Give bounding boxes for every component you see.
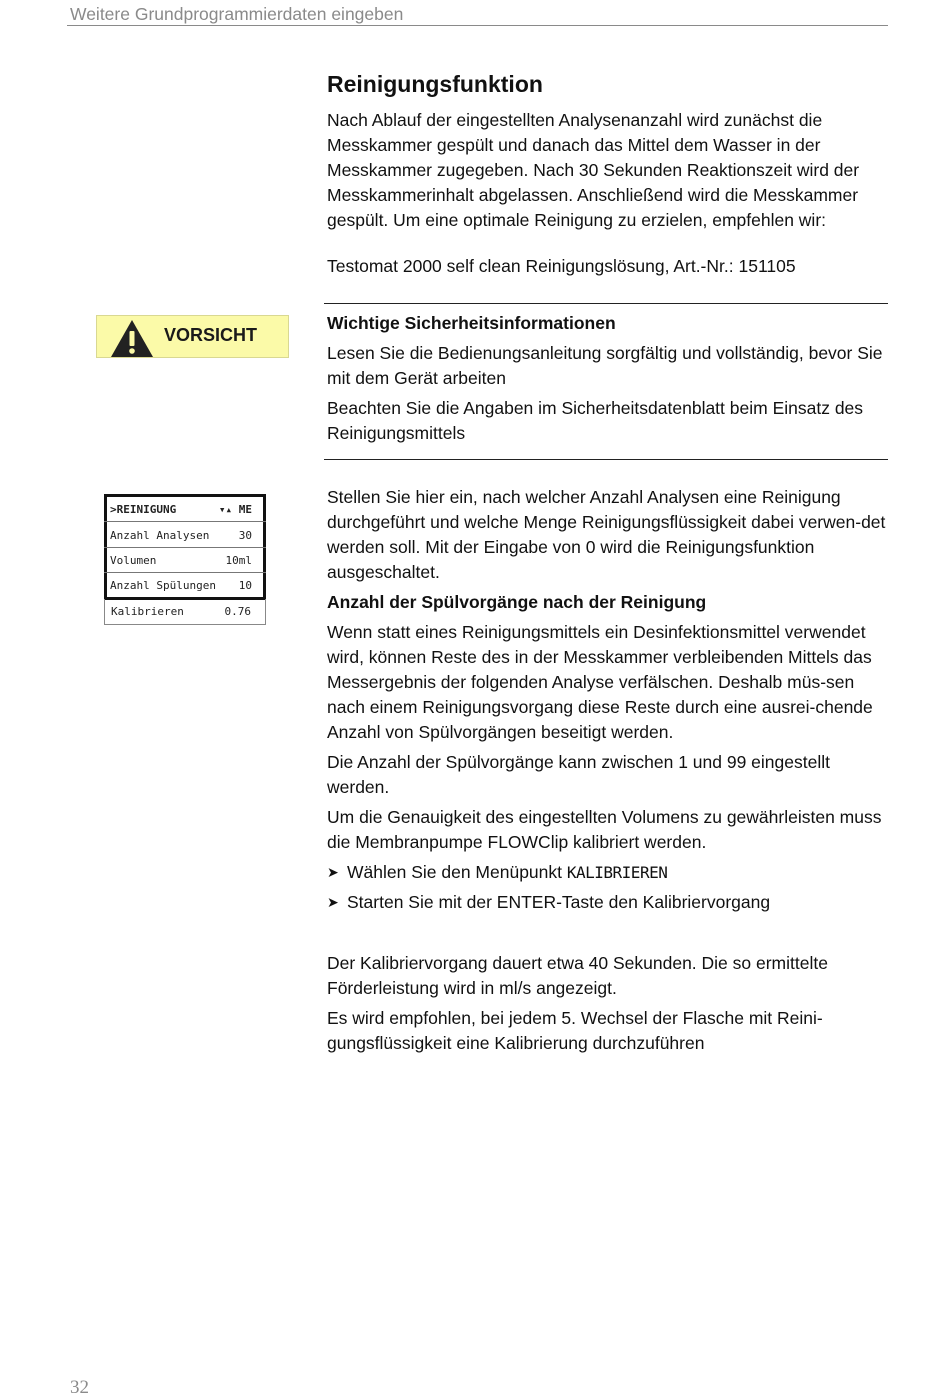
- bullet-1-text: Wählen Sie den Menüpunkt: [347, 862, 567, 882]
- header-rule: [67, 25, 888, 26]
- body-paragraph-3: Die Anzahl der Spülvorgänge kann zwischen 1 und 99 eingestellt werden.: [327, 752, 830, 797]
- warning-label: VORSICHT: [164, 325, 258, 345]
- lcd-display: [104, 494, 266, 625]
- body-subheading: Anzahl der Spülvorgänge nach der Reinigung: [327, 592, 707, 612]
- lcd-row: [104, 523, 266, 548]
- lcd-row-value: 30: [238, 528, 252, 542]
- lcd-row-value: 10ml: [225, 553, 252, 567]
- lcd-row: [104, 573, 266, 598]
- lcd-row-label: Volumen: [110, 553, 157, 567]
- body-block: [327, 485, 889, 1056]
- lcd-row-label: Anzahl Spülungen: [110, 579, 216, 592]
- warning-top-rule: [324, 303, 888, 304]
- lcd-row-value: 0.76: [224, 605, 251, 618]
- body-paragraph-1: Stellen Sie hier ein, nach welcher Anzahl Analysen eine Reinigung durchgeführt und welche Menge Reinigungsflüssigkeit dabei verwen-det werden soll. Mit der Eingabe von 0 wird die Reinigungsfunktion ausgeschaltet.: [327, 487, 886, 582]
- body-paragraph-6: Es wird empfohlen, bei jedem 5. Wechsel der Flasche mit Reini-gungsflüssigkeit eine Kalibrierung durchzuführen: [327, 1008, 823, 1053]
- lcd-row-label: Kalibrieren: [111, 605, 184, 618]
- bullet-item-2: [327, 890, 889, 915]
- warning-text-block: [327, 311, 889, 446]
- bullet-1-menu: KALIBRIEREN: [566, 863, 668, 882]
- body-paragraph-4: Um die Genauigkeit des eingestellten Volumens zu gewährleisten muss die Membranpumpe FLOWClip kalibriert werden.: [327, 807, 882, 852]
- intro-block: [327, 108, 889, 279]
- arrow-bullet-icon: ➤: [327, 864, 339, 880]
- warning-text-1: Lesen Sie die Bedienungsanleitung sorgfältig und vollständig, bevor Sie mit dem Gerät arbeiten: [327, 343, 883, 388]
- intro-paragraph: Nach Ablauf der eingestellten Analysenanzahl wird zunächst die Messkammer gespült und danach das Mittel dem Wasser in der Messkammer zugegeben. Nach 30 Sekunden Reaktionszeit wird der Messkammerinhalt abgelassen. Anschließend wird die Messkammer gespült. Um eine optimale Reinigung zu erzielen, empfehlen wir:: [327, 110, 860, 230]
- lcd-header-row: [104, 497, 266, 522]
- lcd-header-label: >REINIGUNG: [110, 502, 177, 516]
- warning-badge: [96, 315, 289, 358]
- warning-triangle-icon: [109, 318, 155, 358]
- lcd-row: [104, 599, 266, 625]
- lcd-row: [104, 548, 266, 573]
- header-title: Weitere Grundprogrammierdaten eingeben: [70, 4, 404, 24]
- lcd-row-value: 10: [238, 579, 252, 592]
- body-paragraph-5: Der Kalibriervorgang dauert etwa 40 Sekunden. Die so ermittelte Förderleistung wird in ml/s angezeigt.: [327, 953, 828, 998]
- section-title: Reinigungsfunktion: [327, 71, 543, 97]
- arrow-bullet-icon: ➤: [327, 894, 339, 910]
- bullet-2-text: Starten Sie mit der ENTER-Taste den Kalibriervorgang: [347, 892, 771, 912]
- warning-text-2: Beachten Sie die Angaben im Sicherheitsdatenblatt beim Einsatz des Reinigungsmittels: [327, 398, 864, 443]
- product-paragraph: Testomat 2000 self clean Reinigungslösung, Art.-Nr.: 151105: [327, 256, 796, 276]
- body-paragraph-2: Wenn statt eines Reinigungsmittels ein Desinfektionsmittel verwendet wird, können Reste des in der Messkammer verbleibenden Mittels das Messergebnis der folgenden Analyse verfälschen. Deshalb müs-sen nach einem Reinigungsvorgang diese Reste durch eine ausrei-chende Anzahl von Spülvorgängen beseitigt werden.: [327, 622, 873, 742]
- warning-bottom-rule: [324, 459, 888, 460]
- bullet-item-1: [327, 860, 889, 885]
- page-number: 32: [70, 1377, 89, 1398]
- warning-heading: Wichtige Sicherheitsinformationen: [327, 313, 616, 333]
- lcd-row-label: Anzahl Analysen: [110, 528, 210, 542]
- lcd-header-right: ▾▴ ME: [218, 502, 252, 516]
